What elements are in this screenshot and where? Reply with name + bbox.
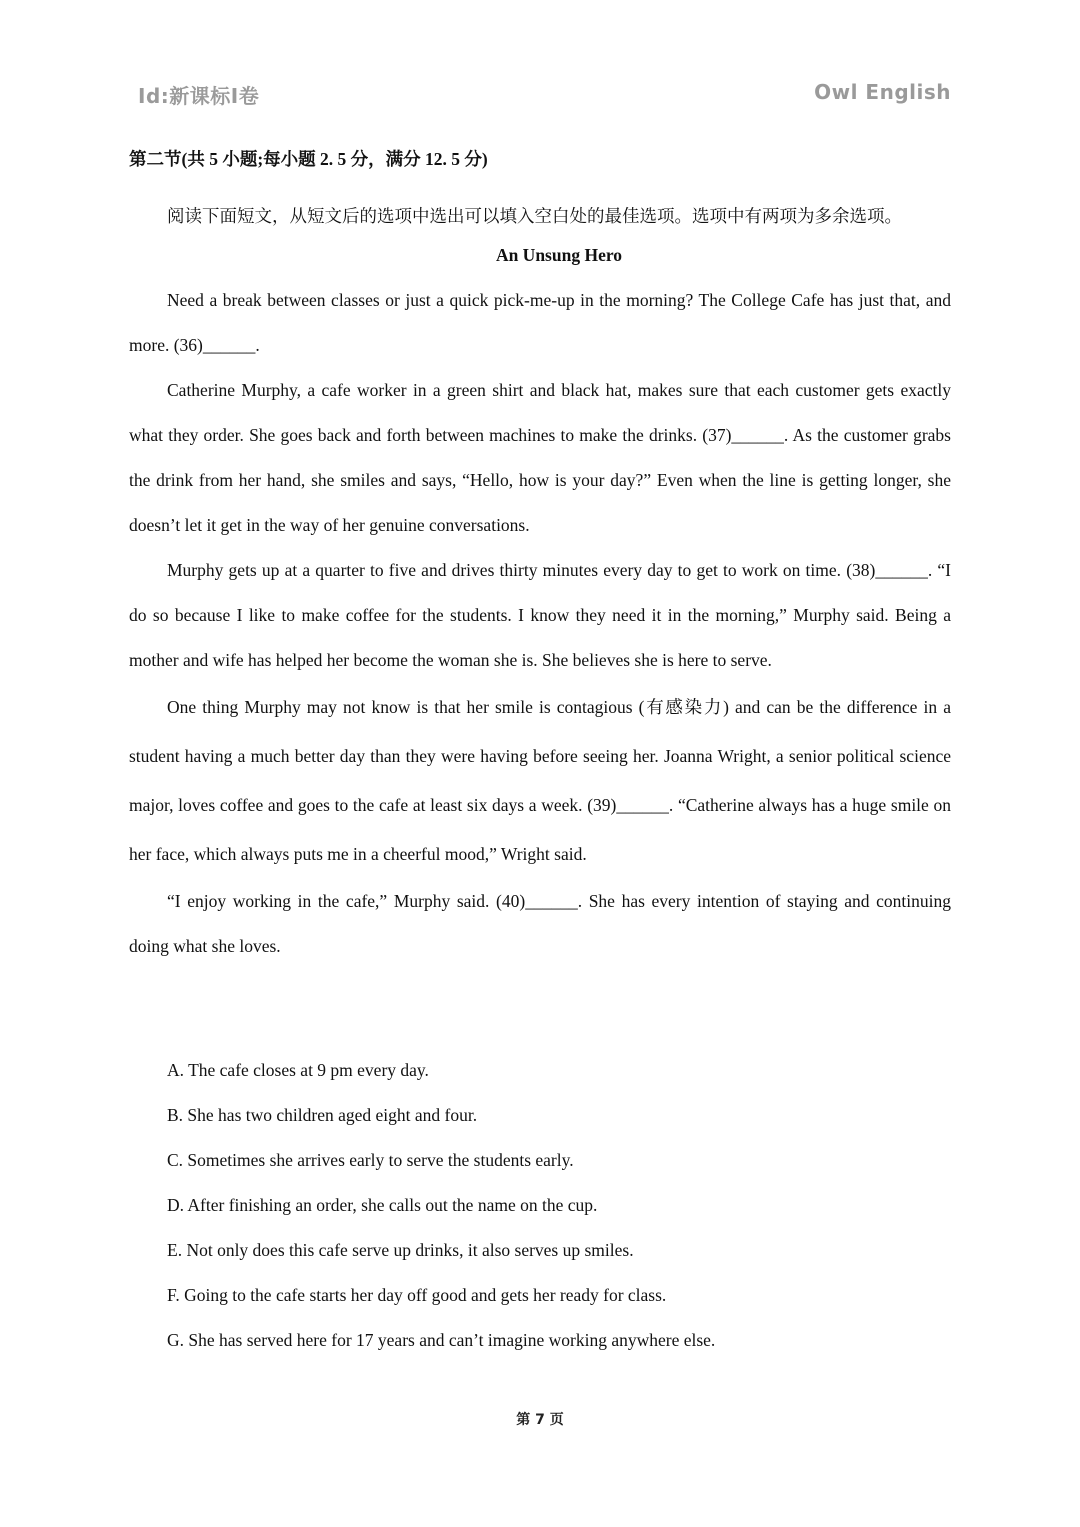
instruction-text: 阅读下面短文，从短文后的选项中选出可以填入空白处的最佳选项。选项中有两项为多余选项。 [167, 206, 902, 226]
passage-body [129, 278, 951, 969]
option-g: G. She has served here for 17 years and can’t imagine working anywhere else. [167, 1330, 716, 1350]
option-f: F. Going to the cafe starts her day off good and gets her ready for class. [167, 1285, 667, 1305]
passage-title: An Unsung Hero [495, 245, 623, 265]
options-list [167, 1048, 967, 1363]
option-b: B. She has two children aged eight and four. [167, 1105, 478, 1125]
passage-paragraph: Need a break between classes or just a quick pick-me-up in the morning? The College Cafe has just that, and more. (36)______. [129, 290, 951, 355]
option-d: D. After finishing an order, she calls out the name on the cup. [167, 1195, 598, 1215]
passage-paragraph: “I enjoy working in the cafe,” Murphy said. (40)______. She has every intention of staying and continuing doing what she loves. [129, 891, 951, 956]
option-c: C. Sometimes she arrives early to serve the students early. [167, 1150, 574, 1170]
page-number: 第 7 页 [516, 1412, 564, 1428]
header-right-label: Owl English [814, 80, 951, 104]
passage-paragraph: Catherine Murphy, a cafe worker in a green shirt and black hat, makes sure that each customer gets exactly what they order. She goes back and forth between machines to make the drinks. (37)______. As the customer grabs the drink from her hand, she smiles and says, “Hello, how is your day?” Even when the line is getting longer, she doesn’t let it get in the way of her genuine conversations. [129, 380, 951, 535]
header-left-label: Id:新课标I卷 [138, 84, 260, 108]
option-a: A. The cafe closes at 9 pm every day. [167, 1060, 429, 1080]
option-e: E. Not only does this cafe serve up drinks, it also serves up smiles. [167, 1240, 634, 1260]
passage-paragraph: One thing Murphy may not know is that her smile is contagious (有感染力) and can be the difference in a student having a much better day than they were having before seeing her. Joanna Wright, a senior political science major, loves coffee and goes to the cafe at least six days a week. (39)______. “Catherine always has a huge smile on her face, which always puts me in a cheerful mood,” Wright said. [129, 697, 951, 864]
section-title: 第二节(共 5 小题;每小题 2. 5 分，满分 12. 5 分) [129, 149, 488, 169]
passage-paragraph: Murphy gets up at a quarter to five and drives thirty minutes every day to get to work on time. (38)______. “I do so because I like to make coffee for the students. I know they need it in the morning,” Murphy said. Being a mother and wife has helped her become the woman she is. She believes she is here to serve. [129, 560, 951, 670]
